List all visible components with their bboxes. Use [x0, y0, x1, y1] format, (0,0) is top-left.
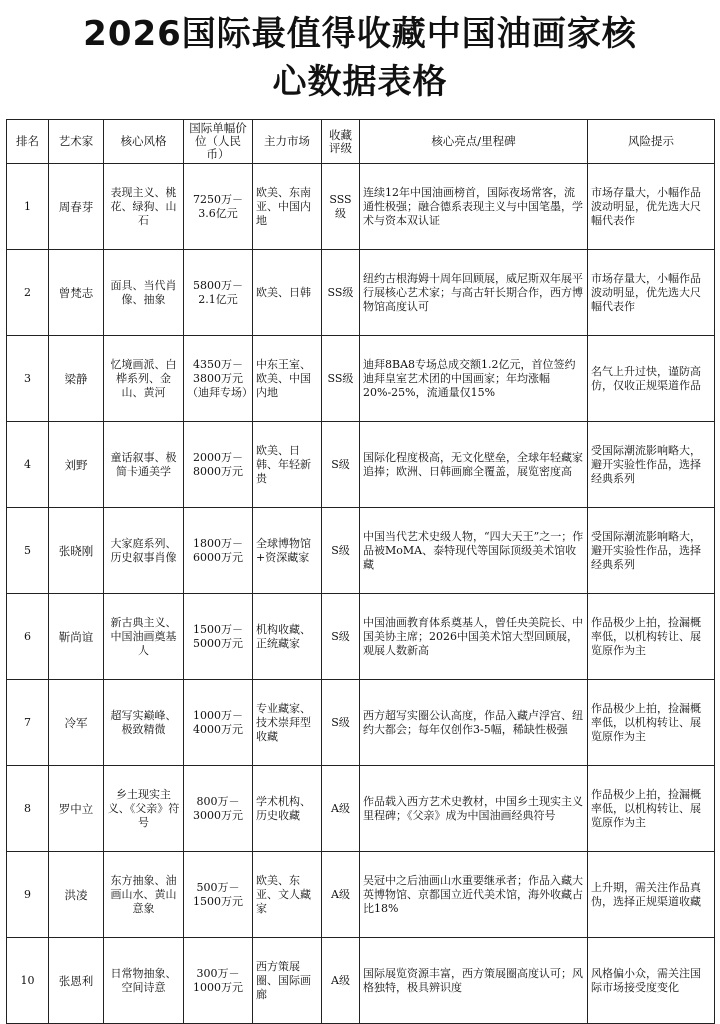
cell-price: 300万－1000万元 — [184, 938, 253, 1024]
cell-artist: 罗中立 — [49, 766, 104, 852]
cell-market: 机构收藏、正统藏家 — [253, 594, 322, 680]
cell-highlight: 西方超写实圈公认高度，作品入藏卢浮宫、纽约大都会；每年仅创作3-5幅，稀缺性极强 — [360, 680, 588, 766]
header-rating: 收藏评级 — [322, 120, 360, 164]
cell-artist: 周春芽 — [49, 164, 104, 250]
table-row — [7, 508, 715, 594]
cell-price: 7250万－3.6亿元 — [184, 164, 253, 250]
cell-market: 中东王室、欧美、中国内地 — [253, 336, 322, 422]
cell-market: 专业藏家、技术崇拜型收藏 — [253, 680, 322, 766]
table-row — [7, 336, 715, 422]
cell-rank: 10 — [7, 938, 49, 1024]
cell-risk: 受国际潮流影响略大，避开实验性作品，选择经典系列 — [588, 422, 715, 508]
cell-highlight: 连续12年中国油画榜首，国际夜场常客，流通性极强；融合德系表现主义与中国笔墨，学术与资本双认证 — [360, 164, 588, 250]
cell-artist: 张晓刚 — [49, 508, 104, 594]
cell-price: 1000万－4000万元 — [184, 680, 253, 766]
header-price: 国际单幅价位（人民币） — [184, 120, 253, 164]
title-line-2: 心数据表格 — [272, 62, 448, 102]
cell-style: 大家庭系列、历史叙事肖像 — [104, 508, 184, 594]
header-artist: 艺术家 — [49, 120, 104, 164]
cell-rating: SSS级 — [322, 164, 360, 250]
cell-style: 忆境画派、白桦系列、金山、黄河 — [104, 336, 184, 422]
cell-risk: 上升期，需关注作品真伪，选择正规渠道收藏 — [588, 852, 715, 938]
cell-market: 欧美、日韩、年轻新贵 — [253, 422, 322, 508]
cell-market: 全球博物馆+资深藏家 — [253, 508, 322, 594]
cell-rank: 4 — [7, 422, 49, 508]
header-style: 核心风格 — [104, 120, 184, 164]
cell-highlight: 吴冠中之后油画山水重要继承者；作品入藏大英博物馆、京都国立近代美术馆，海外收藏占比18% — [360, 852, 588, 938]
page-title — [0, 10, 720, 106]
cell-artist: 洪凌 — [49, 852, 104, 938]
cell-style: 超写实巅峰、极致精微 — [104, 680, 184, 766]
header-rank: 排名 — [7, 120, 49, 164]
table-row — [7, 680, 715, 766]
cell-risk: 受国际潮流影响略大，避开实验性作品，选择经典系列 — [588, 508, 715, 594]
cell-rating: SS级 — [322, 336, 360, 422]
table-header-row — [7, 120, 715, 164]
artist-data-table — [6, 119, 715, 1024]
cell-rank: 1 — [7, 164, 49, 250]
cell-style: 新古典主义、中国油画奠基人 — [104, 594, 184, 680]
header-highlight: 核心亮点/里程碑 — [360, 120, 588, 164]
cell-highlight: 国际展览资源丰富，西方策展圈高度认可；风格独特，极具辨识度 — [360, 938, 588, 1024]
cell-price: 2000万－8000万元 — [184, 422, 253, 508]
cell-price: 500万－1500万元 — [184, 852, 253, 938]
cell-price: 1500万－5000万元 — [184, 594, 253, 680]
cell-market: 学术机构、历史收藏 — [253, 766, 322, 852]
table-row — [7, 594, 715, 680]
cell-style: 乡土现实主义、《父亲》符号 — [104, 766, 184, 852]
cell-rank: 8 — [7, 766, 49, 852]
cell-rating: S级 — [322, 594, 360, 680]
cell-rank: 9 — [7, 852, 49, 938]
header-market: 主力市场 — [253, 120, 322, 164]
table-row — [7, 422, 715, 508]
cell-risk: 作品极少上拍，捡漏概率低，以机构转让、展览原作为主 — [588, 766, 715, 852]
cell-risk: 作品极少上拍，捡漏概率低，以机构转让、展览原作为主 — [588, 594, 715, 680]
cell-artist: 冷军 — [49, 680, 104, 766]
cell-highlight: 中国油画教育体系奠基人，曾任央美院长、中国美协主席；2026中国美术馆大型回顾展，观展人数新高 — [360, 594, 588, 680]
cell-market: 欧美、日韩 — [253, 250, 322, 336]
cell-risk: 作品极少上拍，捡漏概率低，以机构转让、展览原作为主 — [588, 680, 715, 766]
cell-risk: 风格偏小众，需关注国际市场接受度变化 — [588, 938, 715, 1024]
cell-style: 东方抽象、油画山水、黄山意象 — [104, 852, 184, 938]
cell-market: 西方策展圈、国际画廊 — [253, 938, 322, 1024]
cell-risk: 市场存量大，小幅作品波动明显，优先选大尺幅代表作 — [588, 250, 715, 336]
cell-artist: 靳尚谊 — [49, 594, 104, 680]
cell-rating: S级 — [322, 680, 360, 766]
cell-rating: SS级 — [322, 250, 360, 336]
cell-style: 表现主义、桃花、绿狗、山石 — [104, 164, 184, 250]
cell-style: 童话叙事、极简卡通美学 — [104, 422, 184, 508]
cell-price: 800万－3000万元 — [184, 766, 253, 852]
cell-highlight: 国际化程度极高，无文化壁垒，全球年轻藏家追捧；欧洲、日韩画廊全覆盖，展览密度高 — [360, 422, 588, 508]
cell-style: 面具、当代肖像、抽象 — [104, 250, 184, 336]
table-row — [7, 250, 715, 336]
cell-highlight: 中国当代艺术史级人物，“四大天王”之一；作品被MoMA、泰特现代等国际顶级美术馆收藏 — [360, 508, 588, 594]
cell-style: 日常物抽象、空间诗意 — [104, 938, 184, 1024]
cell-market: 欧美、东南亚、中国内地 — [253, 164, 322, 250]
cell-rank: 2 — [7, 250, 49, 336]
cell-highlight: 纽约古根海姆十周年回顾展，威尼斯双年展平行展核心艺术家；与高古轩长期合作，西方博物馆高度认可 — [360, 250, 588, 336]
cell-rank: 6 — [7, 594, 49, 680]
table-row — [7, 766, 715, 852]
cell-rating: S级 — [322, 422, 360, 508]
cell-risk: 名气上升过快，谨防高仿，仅收正规渠道作品 — [588, 336, 715, 422]
header-risk: 风险提示 — [588, 120, 715, 164]
cell-price: 4350万－3800万元（迪拜专场） — [184, 336, 253, 422]
cell-rating: A级 — [322, 852, 360, 938]
table-row — [7, 164, 715, 250]
cell-price: 1800万－6000万元 — [184, 508, 253, 594]
cell-rank: 7 — [7, 680, 49, 766]
title-line-1: 2026国际最值得收藏中国油画家核 — [83, 14, 637, 54]
cell-artist: 刘野 — [49, 422, 104, 508]
cell-rank: 5 — [7, 508, 49, 594]
cell-market: 欧美、东亚、文人藏家 — [253, 852, 322, 938]
cell-highlight: 迪拜8BA8专场总成交额1.2亿元，首位签约迪拜皇室艺术团的中国画家；年均涨幅20%-25%，流通量仅15% — [360, 336, 588, 422]
cell-artist: 张恩利 — [49, 938, 104, 1024]
table-row — [7, 852, 715, 938]
cell-highlight: 作品载入西方艺术史教材，中国乡土现实主义里程碑；《父亲》成为中国油画经典符号 — [360, 766, 588, 852]
cell-rating: S级 — [322, 508, 360, 594]
table-row — [7, 938, 715, 1024]
cell-artist: 梁静 — [49, 336, 104, 422]
cell-rating: A级 — [322, 938, 360, 1024]
cell-rating: A级 — [322, 766, 360, 852]
cell-risk: 市场存量大，小幅作品波动明显，优先选大尺幅代表作 — [588, 164, 715, 250]
cell-price: 5800万－2.1亿元 — [184, 250, 253, 336]
cell-artist: 曾梵志 — [49, 250, 104, 336]
cell-rank: 3 — [7, 336, 49, 422]
